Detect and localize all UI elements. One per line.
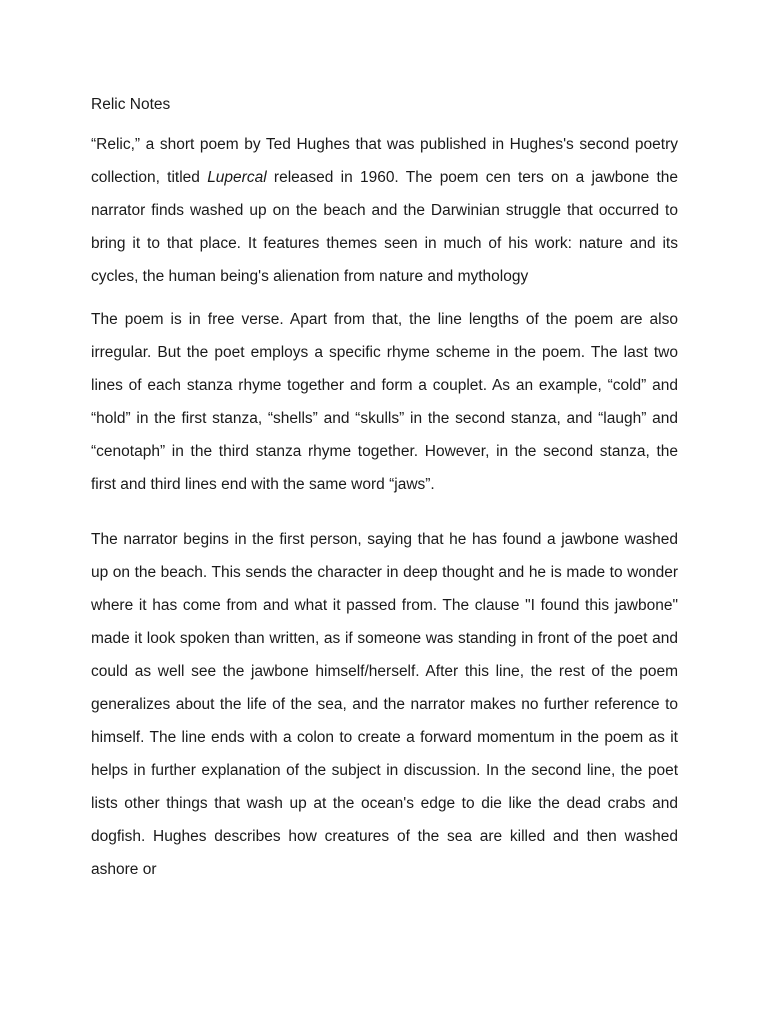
paragraph-form: The poem is in free verse. Apart from that, the line lengths of the poem are also irregular. But the poet employs a specific rhyme scheme in the poem. The last two lines of each stanza rhyme together and form a couplet. As an example, “cold” and “hold” in the first stanza, “shells” and “skulls” in the second stanza, and “laugh” and “cenotaph” in the third stanza rhyme together. However, in the second stanza, the first and third lines end with the same word “jaws”. [91,311,678,493]
paragraph-intro-text-start: “Relic,” a short poem by Ted Hughes that was published in Hughes's second poetry collection, titled [91,136,678,186]
collection-title-italic: Lupercal [207,169,267,186]
document-title: Relic Notes [91,96,171,113]
document-page [91,92,678,886]
paragraph-intro-text-end: released in 1960. The poem cen ters on a jawbone the narrator finds washed up on the beach and the Darwinian struggle that occurred to bring it to that place. It features themes seen in much of his work: nature and its cycles, the human being's alienation from nature and mythology [91,169,678,285]
paragraph-narrator: The narrator begins in the first person, saying that he has found a jawbone washed up on the beach. This sends the character in deep thought and he is made to wonder where it has come from and what it passed from. The clause "I found this jawbone" made it look spoken than written, as if someone was standing in front of the poet and could as well see the jawbone himself/herself. After this line, the rest of the poem generalizes about the life of the sea, and the narrator makes no further reference to himself. The line ends with a colon to create a forward momentum in the poem as it helps in further explanation of the subject in discussion. In the second line, the poet lists other things that wash up at the ocean's edge to die like the dead crabs and dogfish. Hughes describes how creatures of the sea are killed and then washed ashore or [91,531,678,878]
paragraph-intro [91,128,678,293]
